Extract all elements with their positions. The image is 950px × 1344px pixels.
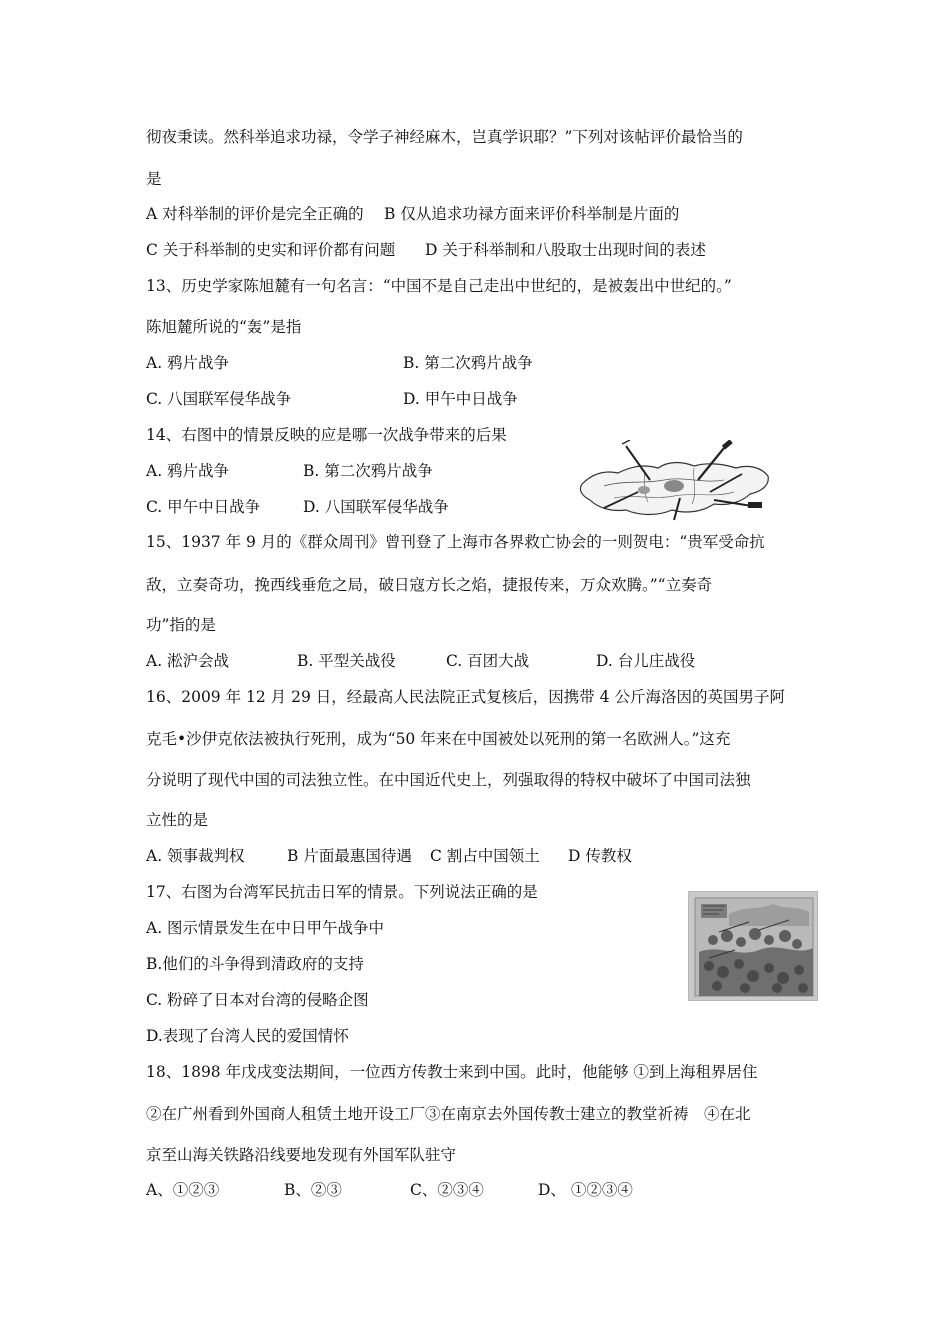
q13-option-b: B. 第二次鸦片战争 [403, 354, 533, 372]
q14-option-a: A. 鸦片战争 [146, 462, 230, 480]
q18-option-c: C、②③④ [410, 1181, 484, 1199]
q12-option-b: B 仅从追求功禄方面来评价科举制是片面的 [384, 205, 680, 223]
q16-option-a: A. 领事裁判权 [146, 847, 245, 865]
q15-option-d: D. 台儿庄战役 [596, 652, 696, 670]
q15-option-b: B. 平型关战役 [297, 652, 396, 670]
taiwan-battle-picture [688, 891, 818, 1001]
q18-option-a: A、①②③ [146, 1181, 220, 1199]
q13-text-line2: 陈旭麓所说的“轰”是指 [146, 318, 302, 336]
q13-text-line1: 13、历史学家陈旭麓有一句名言：“中国不是自己走出中世纪的，是被轰出中世纪的。” [146, 277, 732, 295]
q15-text-line3: 功”指的是 [146, 616, 216, 634]
q16-option-d: D 传教权 [568, 847, 632, 865]
q12-text-line1: 彻夜秉读。然科举追求功禄，令学子神经麻木，岂真学识耶？”下列对该帖评价最恰当的 [146, 128, 743, 146]
q17-option-a: A. 图示情景发生在中日甲午战争中 [146, 919, 385, 937]
q17-option-b: B.他们的斗争得到清政府的支持 [146, 955, 364, 973]
q15-text-line1: 15、1937 年 9 月的《群众周刊》曾刊登了上海市各界救亡协会的一则贺电：“贵军受命抗 [146, 533, 765, 551]
q16-option-c: C 割占中国领土 [430, 847, 540, 865]
q16-text-line2: 克毛•沙伊克依法被执行死刑，成为“50 年来在中国被处以死刑的第一名欧洲人。”这充 [146, 730, 731, 748]
q14-option-b: B. 第二次鸦片战争 [303, 462, 433, 480]
q12-option-a: A 对科举制的评价是完全正确的 [146, 205, 364, 223]
china-carving-map-figure [574, 440, 774, 522]
q18-text-line3: 京至山海关铁路沿线要地发现有外国军队驻守 [146, 1146, 457, 1164]
q15-text-line2: 敌，立奏奇功，挽西线垂危之局，破日寇方长之焰，捷报传来，万众欢腾。”“立奏奇 [146, 576, 713, 594]
q14-option-d: D. 八国联军侵华战争 [303, 498, 449, 516]
q17-option-c: C. 粉碎了日本对台湾的侵略企图 [146, 991, 369, 1009]
q12-option-d: D 关于科举制和八股取士出现时间的表述 [425, 241, 706, 259]
q14-option-c: C. 甲午中日战争 [146, 498, 261, 516]
q15-option-a: A. 淞沪会战 [146, 652, 230, 670]
q12-text-line2: 是 [146, 170, 162, 188]
q15-option-c: C. 百团大战 [446, 652, 530, 670]
q16-text-line4: 立性的是 [146, 811, 209, 829]
q16-text-line1: 16、2009 年 12 月 29 日，经最高人民法院正式复核后，因携带 4 公斤海洛因的英国男子阿 [146, 688, 785, 706]
q18-text-line1: 18、1898 年戊戌变法期间，一位西方传教士来到中国。此时，他能够 ①到上海租界居住 [146, 1063, 758, 1081]
q16-text-line3: 分说明了现代中国的司法独立性。在中国近代史上，列强取得的特权中破坏了中国司法独 [146, 771, 751, 789]
q13-option-a: A. 鸦片战争 [146, 354, 230, 372]
q14-text-line1: 14、右图中的情景反映的应是哪一次战争带来的后果 [146, 426, 507, 444]
q17-text-line1: 17、右图为台湾军民抗击日军的情景。下列说法正确的是 [146, 883, 538, 901]
q12-option-c: C 关于科举制的史实和评价都有问题 [146, 241, 396, 259]
q18-option-d: D、 ①②③④ [538, 1181, 633, 1199]
q13-option-d: D. 甲午中日战争 [403, 390, 518, 408]
q17-option-d: D.表现了台湾人民的爱国情怀 [146, 1027, 349, 1045]
q13-option-c: C. 八国联军侵华战争 [146, 390, 292, 408]
q16-option-b: B 片面最惠国待遇 [287, 847, 412, 865]
q18-text-line2: ②在广州看到外国商人租赁土地开设工厂③在南京去外国传教士建立的教堂祈祷 ④在北 [146, 1105, 751, 1123]
q18-option-b: B、②③ [284, 1181, 342, 1199]
